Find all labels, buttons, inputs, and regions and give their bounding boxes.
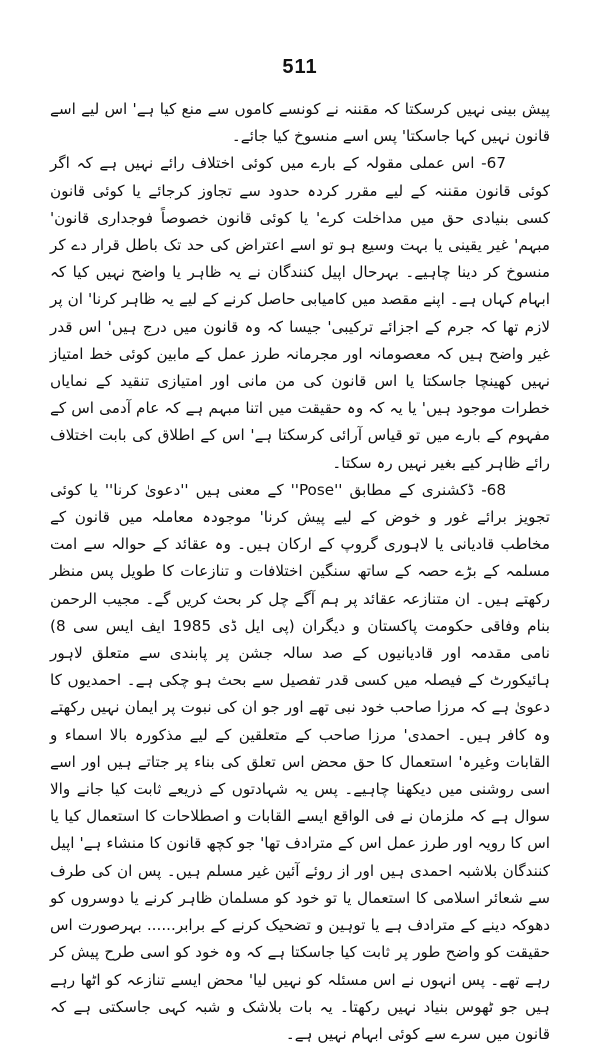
paragraph-67: 67- اس عملی مقولہ کے بارے میں کوئی اختلاف رائے نہیں ہے کہ اگر کوئی قانون مقننہ کے لیے مقرر کردہ حدود سے تجاوز کرجائے یا کوئی قانون کسی بنیادی حق میں مداخلت کرے' یا کوئی قانون خصوصاً فوجداری قانون' مبہم' غیر یقینی یا بہت وسیع ہو تو اسے اعتراض کی حد تک باطل قرار دے کر منسوخ کر دینا چاہیے۔ بہرحال اپیل کنندگان نے یہ ظاہر یا واضح نہیں کیا کہ ابہام کہاں ہے۔ اپنے مقصد میں کامیابی حاصل کرنے کے لیے یہ ظاہر کرنا' ان پر لازم تھا کہ جرم کے اجزائے ترکیبی' جیسا کہ وہ قانون میں درج ہیں' اس قدر غیر واضح ہیں کہ معصومانہ اور مجرمانہ طرز عمل کے مابین کوئی خط امتیاز نہیں کھینچا جاسکتا یا اس قانون کی من مانی اور امتیازی تنقید کے نمایاں خطرات موجود ہیں' یا یہ کہ وہ حقیقت میں اتنا مبہم ہے کہ عام آدمی اس کے مفہوم کے بارے میں تو قیاس آرائی کرسکتا ہے' اس کے اطلاق کی بابت اختلاف رائے ظاہر کیے بغیر نہیں رہ سکتا۔ [50,154,550,472]
page-number: 511 [282,56,318,78]
paragraph-68: 68- ڈکشنری کے مطابق ''Pose'' کے معنی ہیں ''دعویٰ کرنا'' یا کوئی تجویز برائے غور و خوض کے لیے پیش کرنا' موجودہ معاملہ میں قانون کے مخاطب قادیانی یا لاہوری گروپ کے ارکان ہیں۔ وہ عقائد کے حوالہ سے امت مسلمہ کے بڑے حصہ کے ساتھ سنگین اختلافات و تنازعات کا طویل پس منظر رکھتے ہیں۔ ان متنازعہ عقائد پر ہم آگے چل کر بحث کریں گے۔ مجیب الرحمن بنام وفاقی حکومت پاکستان و دیگران (پی ایل ڈی 1985 ایف ایس سی 8) نامی مقدمہ اور قادیانیوں کے صد سالہ جشن پر پابندی سے متعلق لاہور ہائیکورٹ کے فیصلہ میں کسی قدر تفصیل سے بحث ہو چکی ہے۔ احمدیوں کا دعویٰ ہے کہ مرزا صاحب خود نبی تھے اور جو ان کی نبوت پر ایمان نہیں رکھتے وہ کافر ہیں۔ احمدی' مرزا صاحب کے متعلقین کے لیے مذکورہ بالا اسماء و القابات وغیرہ' استعمال کا حق محض اس تعلق کی بناء پر جتاتے ہیں اور اسے اسی روشنی میں دیکھنا چاہیے۔ پس یہ شہادتوں کے ذریعے ثابت کیا جانے والا سوال ہے کہ ملزمان نے فی الواقع ایسے القابات و اصطلاحات کا استعمال کیا یا اس کا رویہ اور طرز عمل اس کے مترادف تھا' جو کچھ قانون کا منشاء ہے' اپیل کنندگان بلاشبہ احمدی ہیں اور از روئے آئین غیر مسلم ہیں۔ پس ان کی طرف سے شعائر اسلامی کا استعمال یا تو خود کو مسلمان ظاہر کرنے یا دوسروں کو دھوکہ دینے کے مترادف ہے یا توہین و تضحیک کرنے کے برابر...... بہرصورت اس حقیقت کو واضح طور پر ثابت کیا جاسکتا ہے کہ وہ خود کو اسی طرح پیش کر رہے تھے۔ پس انہوں نے اس مسئلہ کو نہیں لیا' محض ایسے تنازعہ کو اٹھا رہے ہیں جو ٹھوس بنیاد نہیں رکھتا۔ یہ بات بلاشک و شبہ کہی جاسکتی ہے کہ قانون میں سرے سے کوئی ابہام نہیں ہے۔ [50,480,550,1043]
document-body [50,96,550,1048]
paragraph-continued: پیش بینی نہیں کرسکتا کہ مقننہ نے کونسے کاموں سے منع کیا ہے' اس لیے اسے قانون نہیں کہا جاسکتا' پس اسے منسوخ کیا جائے۔ [50,100,550,146]
